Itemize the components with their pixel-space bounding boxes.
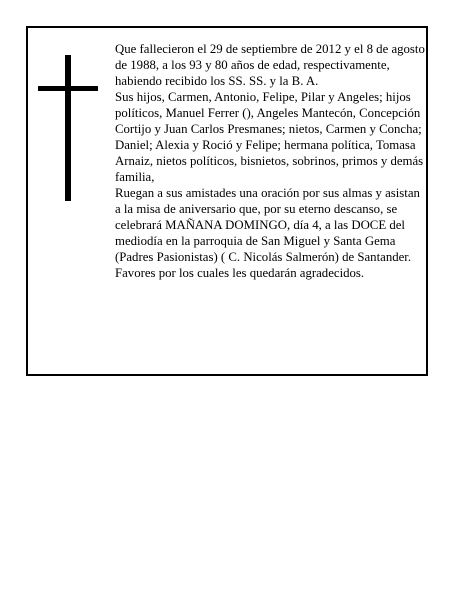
notice-paragraph-family: Sus hijos, Carmen, Antonio, Felipe, Pilar y Angeles; hijos políticos, Manuel Ferrer (), Angeles Mantecón, Concepción Cortijo y Juan Carlos Presmanes; nietos, Carmen y Concha; Daniel; Alexia y Roció y Felipe; hermana política, Tomasa Arnaiz, nietos políticos, bisnietos, sobrinos, primos y demás familia, <box>115 90 424 184</box>
notice-text <box>115 41 425 281</box>
notice-paragraph-death-info: Que fallecieron el 29 de septiembre de 2012 y el 8 de agosto de 1988, a los 93 y 80 años de edad, respectivamente, habiendo recibido los SS. SS. y la B. A. <box>115 42 425 88</box>
cross-horizontal-bar <box>38 86 98 91</box>
obituary-notice <box>26 26 428 376</box>
cross-vertical-bar <box>65 55 71 201</box>
latin-cross-icon <box>38 55 98 201</box>
notice-paragraph-mass-invitation: Ruegan a sus amistades una oración por sus almas y asistan a la misa de aniversario que, por su eterno descanso, se celebrará MAÑANA DOMINGO, día 4, a las DOCE del mediodía en la parroquia de San Miguel y Santa Gema (Padres Pasionistas) ( C. Nicolás Salmerón) de Santander. Favores por los cuales les quedarán agradecidos. <box>115 186 420 280</box>
